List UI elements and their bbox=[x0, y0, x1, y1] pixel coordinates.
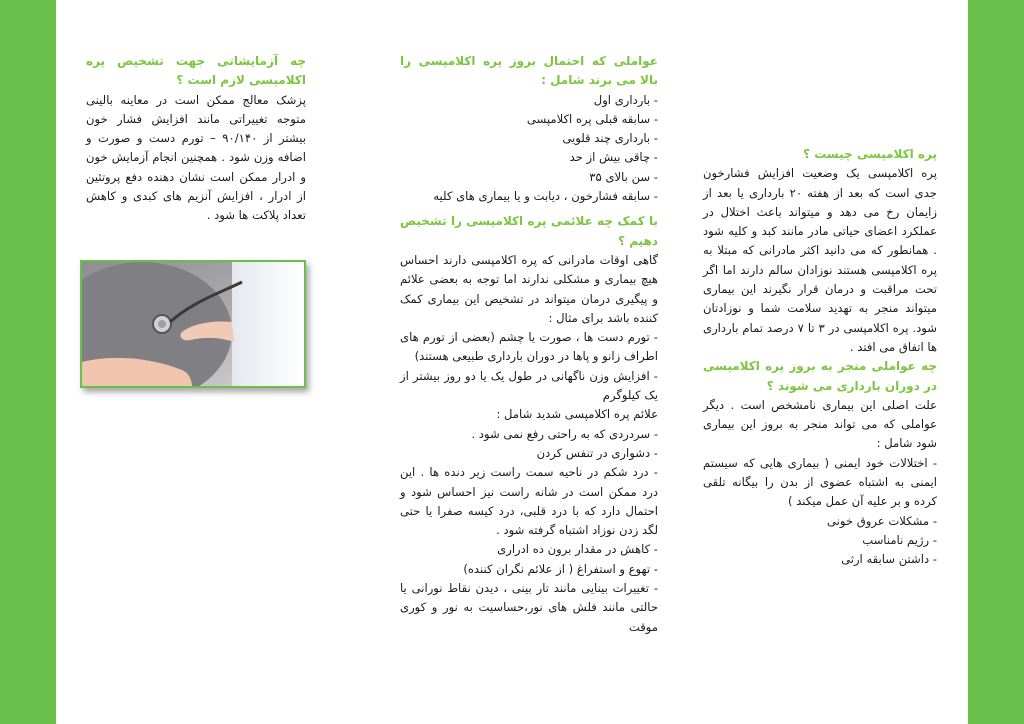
signs-heading: با کمک چه علائمی پره اکلامپسی را تشخیص دهیم ؟ bbox=[400, 214, 658, 248]
tests-heading: چه آزمایشاتی جهت تشخیص پره اکلامپسی لازم است ؟ bbox=[86, 54, 306, 88]
signs-intro: گاهی اوقات مادرانی که پره اکلامپسی دارند احساس هیچ بیماری و مشکلی ندارند اما توجه به بعضی علائم و پیگیری درمان میتواند در تشخیص این بیماری کمک کننده باشد برای مثال : bbox=[400, 252, 658, 325]
cause-item: - اختلالات خود ایمنی ( بیماری هایی که سیستم ایمنی به اشتباه عضوی از بدن را بیگانه تلقی کرده و بر علیه آن عمل میکند ) bbox=[703, 455, 937, 509]
what-is-heading: پره اکلامپسی چیست ؟ bbox=[803, 147, 937, 161]
risk-item: - بارداری اول bbox=[593, 92, 658, 107]
severe-sign-item: - دشواری در تنفس کردن bbox=[536, 445, 658, 460]
severe-sign-item: - تغییرات بینایی مانند تار بینی ، دیدن نقاط نورانی یا حالتی مانند فلش های نور،حساسیت به نور و کوری موقت bbox=[400, 581, 658, 634]
tests-body: پزشک معالج ممکن است در معاینه بالینی متوجه تغییراتی مانند افزایش فشار خون بیشتر از ۹۰/۱۴۰ – تورم دست و صورت و اضافه وزن شود . همچنین انجام آزمایش خون و ادرار ممکن است نشان دهنده دفع پروتئین از ادرار ، افزایش آنزیم های کبدی و کاهش تعداد پلاکت ها شود . bbox=[86, 92, 307, 223]
risk-factors-heading: عواملی که احتمال بروز پره اکلامپسی را بالا می برند شامل : bbox=[400, 54, 658, 88]
severe-sign-item: - کاهش در مقدار برون ده ادراری bbox=[497, 542, 658, 557]
cause-item: - مشکلات عروق خونی bbox=[827, 513, 937, 528]
cause-item: - داشتن سابقه ارثی bbox=[841, 552, 937, 567]
causes-heading: چه عواملی منجر به بروز پره اکلامپسی در دوران بارداری می شوند ؟ bbox=[703, 359, 937, 393]
doctor-stethoscope-photo bbox=[80, 260, 306, 388]
column-what-is bbox=[703, 145, 937, 570]
causes-body: علت اصلی این بیماری نامشخص است . دیگر عواملی که می تواند منجر به بروز این بیماری شود شامل : bbox=[703, 397, 937, 451]
cause-item: - رژیم نامناسب bbox=[862, 532, 937, 547]
column-risk-and-signs bbox=[400, 52, 658, 637]
sign-item: - تورم دست ها ، صورت یا چشم (بعضی از تورم های اطراف زانو و پاها در دوران بارداری طبیعی هستند) bbox=[400, 330, 658, 364]
severe-signs-intro: علائم پره اکلامپسی شدید شامل : bbox=[496, 407, 658, 422]
column-tests bbox=[86, 52, 306, 226]
severe-sign-item: - تهوع و استفراغ ( از علائم نگران کننده) bbox=[463, 561, 658, 576]
severe-sign-item: - درد شکم در ناحیه سمت راست زیر دنده ها . این درد ممکن است در شانه راست نیز احساس شود و احتمال دارد که با درد قلبی، درد کیسه صفرا یا حتی لگد زدن نوزاد اشتباه گرفته شود . bbox=[400, 465, 658, 538]
right-green-border bbox=[968, 0, 1024, 724]
risk-item: - سن بالای ۳۵ bbox=[589, 169, 658, 184]
sign-item: - افزایش وزن ناگهانی در طول یک یا دو روز بیشتر از یک کیلوگرم bbox=[400, 368, 658, 403]
what-is-body: پره اکلامپسی یک وضعیت افزایش فشارخون جدی است که بعد از هفته ۲۰ بارداری یا بعد از زایمان رخ می دهد و میتواند باعث اختلال در عملکرد اعضای حیاتی مادر مانند کبد و کلیه شود . همانطور که می دانید اکثر مادرانی که مبتلا به پره اکلامپسی هستند نوزادان سالم دارند اما اگر تحت مراقبت و درمان قرار نگیرند این بیماری میتواند منجر به تهدید سلامت شما و نوزادتان شود. پره اکلامپسی در ۳ تا ۷ درصد تمام بارداری ها اتفاق می افتد . bbox=[703, 166, 937, 354]
risk-item: - سابقه قبلی پره اکلامپسی bbox=[526, 111, 658, 126]
photo-illustration bbox=[82, 262, 304, 386]
risk-item: - چاقی بیش از حد bbox=[569, 150, 658, 165]
left-green-border bbox=[0, 0, 56, 724]
risk-item: - بارداری چند قلویی bbox=[562, 131, 658, 146]
severe-sign-item: - سردردی که به راحتی رفع نمی شود . bbox=[471, 426, 658, 441]
risk-item: - سابقه فشارخون ، دیابت و یا بیماری های کلیه bbox=[433, 189, 658, 204]
